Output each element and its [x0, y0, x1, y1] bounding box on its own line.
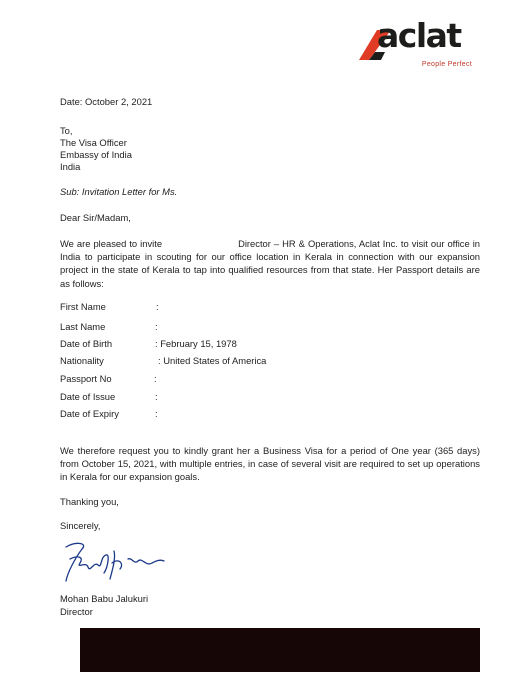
field-value-date-of-issue: : — [155, 391, 158, 402]
signer-name: Mohan Babu Jalukuri — [60, 593, 149, 604]
field-label-passport-no: Passport No — [60, 373, 112, 384]
recipient-line-3: India — [60, 161, 81, 172]
recipient-line-2: Embassy of India — [60, 149, 132, 160]
letter-closing: Sincerely, — [60, 520, 101, 531]
body-paragraph-1 — [60, 237, 480, 290]
field-value-date-of-expiry: : — [155, 408, 158, 419]
company-logo — [355, 16, 480, 72]
letter-subject: Sub: Invitation Letter for Ms. — [60, 186, 178, 197]
field-label-date-of-expiry: Date of Expiry — [60, 408, 119, 419]
logo-tagline: People Perfect — [421, 61, 472, 68]
letter-thanks: Thanking you, — [60, 496, 119, 507]
field-label-first-name: First Name — [60, 301, 106, 312]
field-value-last-name: : — [155, 321, 158, 332]
field-label-nationality: Nationality — [60, 355, 104, 366]
field-value-first-name: : — [156, 301, 159, 312]
field-label-dob: Date of Birth — [60, 338, 113, 349]
field-value-nationality: : United States of America — [158, 355, 267, 366]
body-1-rest: Director – HR & Operations, Aclat Inc. to visit our office in India to participate in scouting for our office location in Kerala in connection with our expansion project in the state of Kerala to tap into qualified resources from that state. Her Passport details are as follows: — [60, 238, 480, 289]
redaction-bar — [80, 628, 480, 672]
recipient-line-1: The Visa Officer — [60, 137, 127, 148]
body-paragraph-2: We therefore request you to kindly grant her a Business Visa for a period of One year (365 days) from October 15, 2021, with multiple entries, in case of several visit are required to set up operations in Kerala for our expansion goals. — [60, 445, 480, 483]
letter-to: To, — [60, 125, 73, 136]
field-label-date-of-issue: Date of Issue — [60, 391, 116, 402]
field-value-dob: : February 15, 1978 — [155, 338, 237, 349]
field-value-passport-no: : — [154, 373, 157, 384]
signer-title: Director — [60, 606, 93, 617]
signature-image — [58, 537, 168, 587]
letter-salutation: Dear Sir/Madam, — [60, 212, 131, 223]
field-label-last-name: Last Name — [60, 321, 106, 332]
logo-wordmark: aclat — [377, 16, 461, 55]
body-1-intro: We are pleased to invite — [60, 238, 163, 249]
letter-date: Date: October 2, 2021 — [60, 96, 153, 107]
